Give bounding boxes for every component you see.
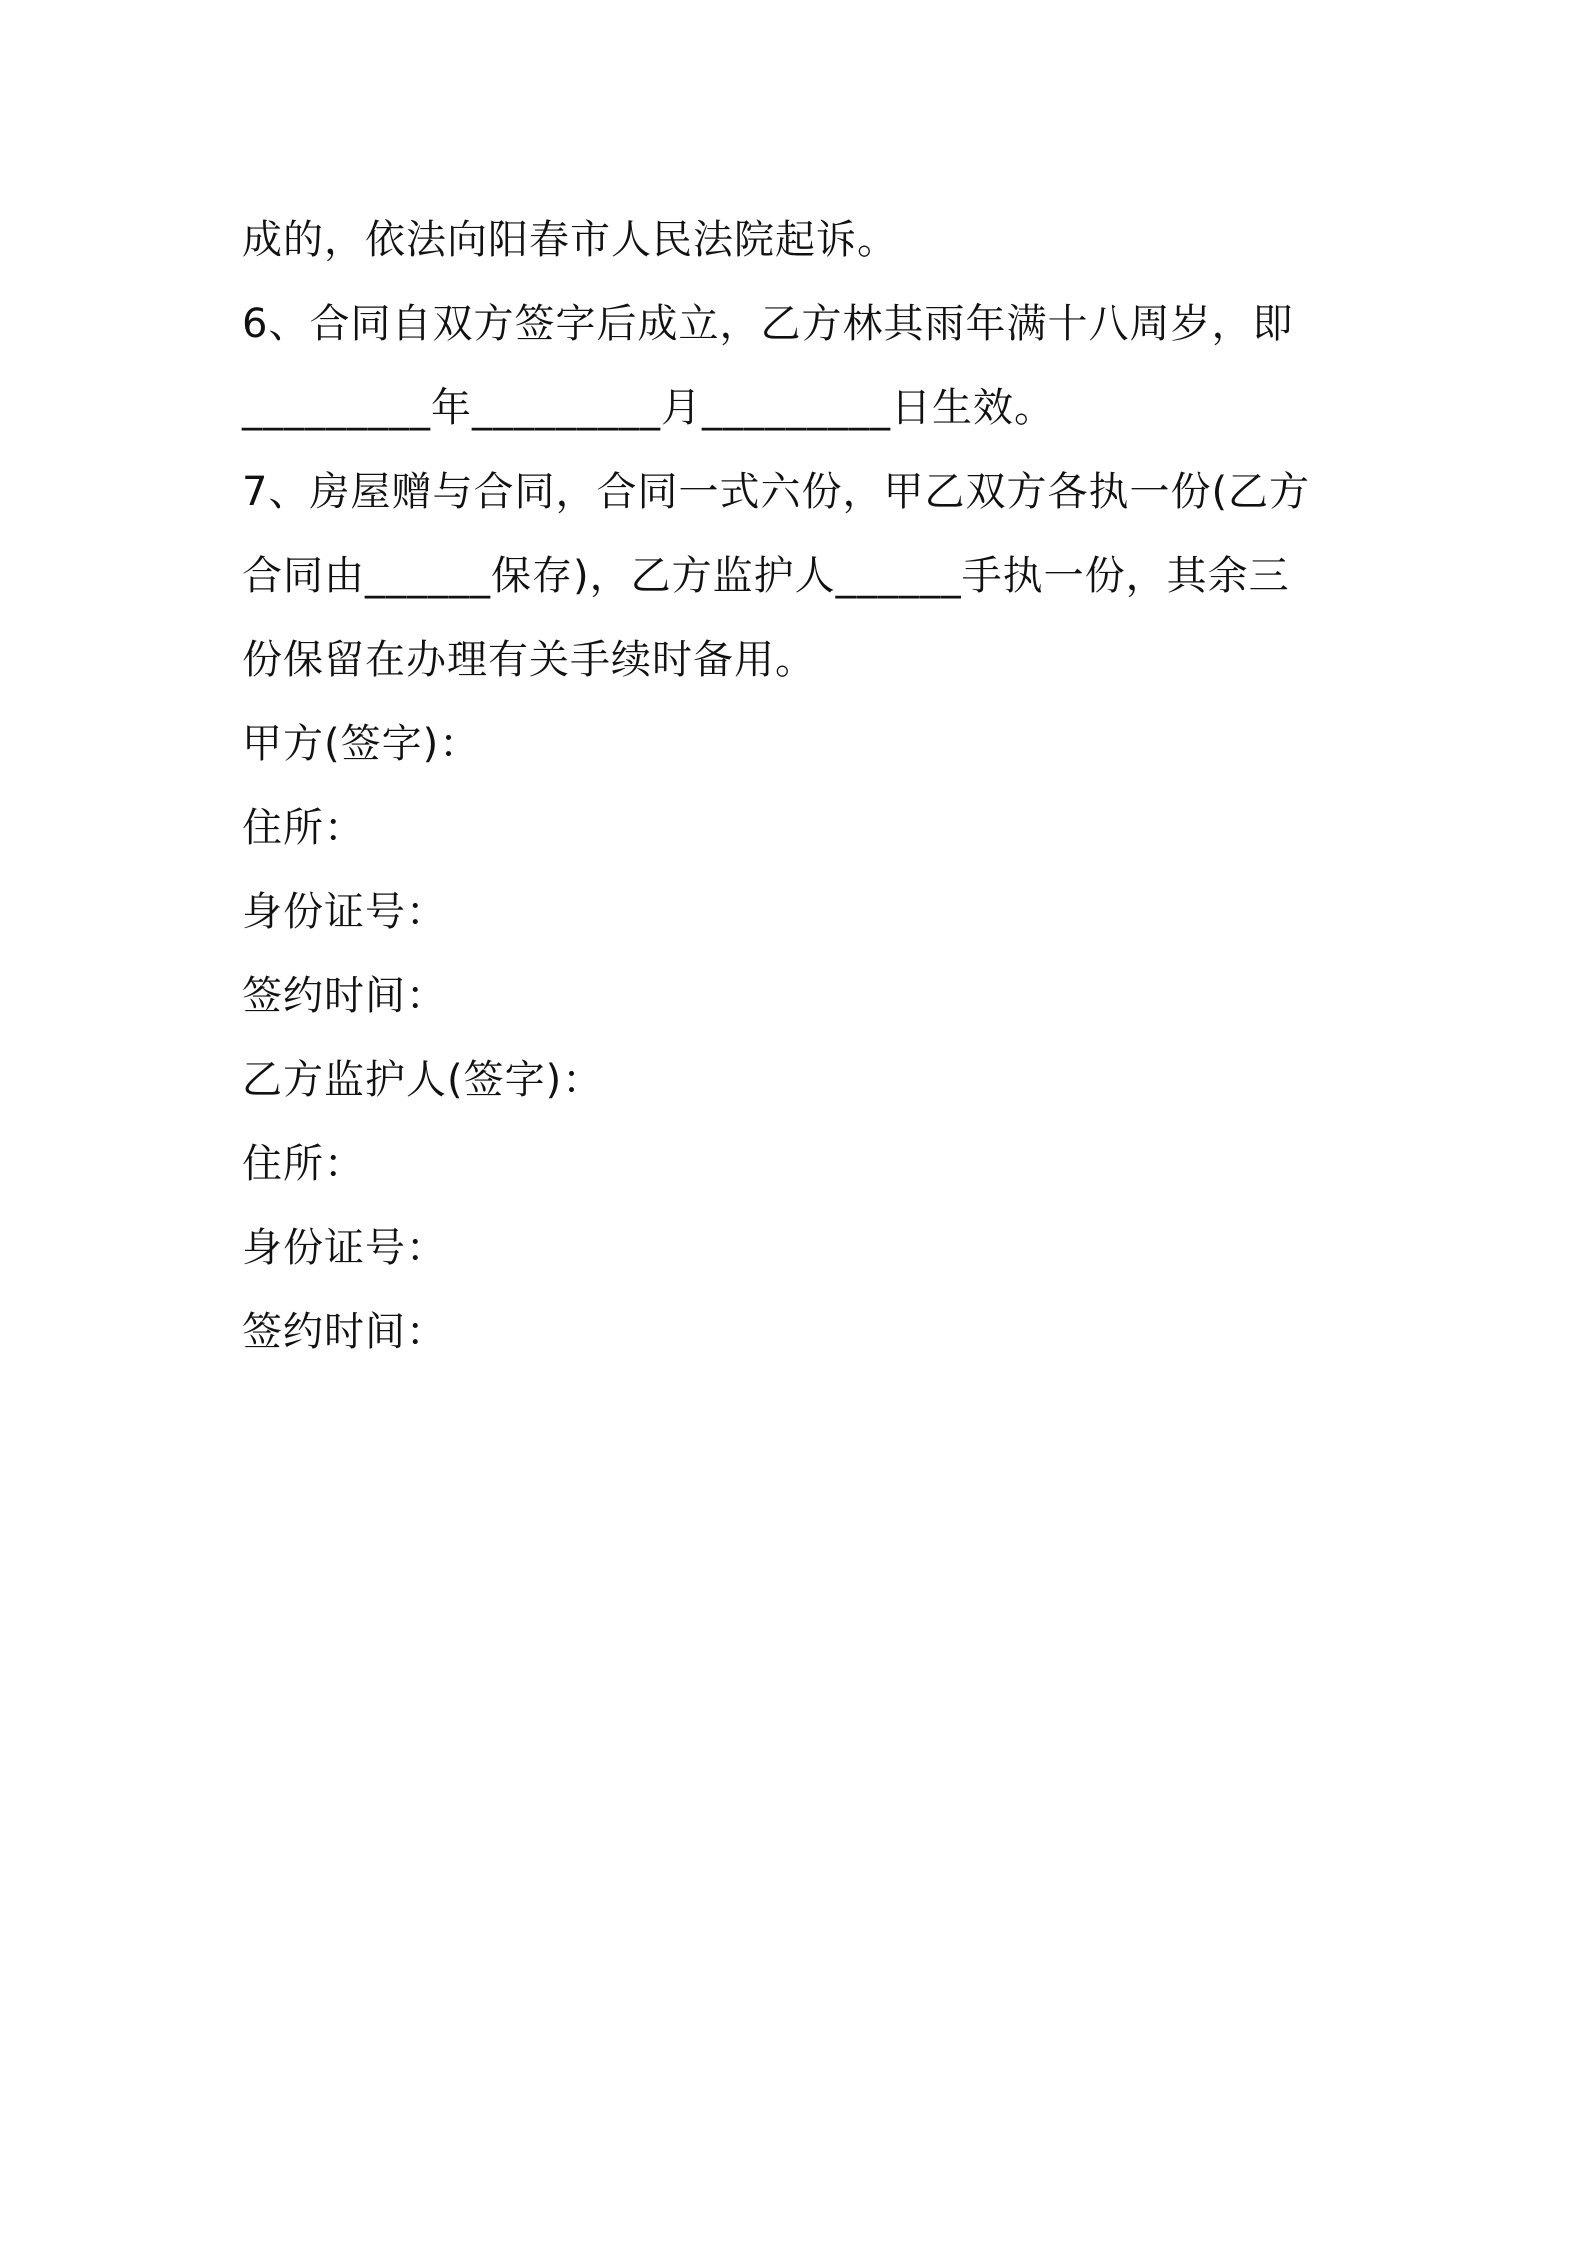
party-b-guardian-signature-label: 乙方监护人(签字)： (242, 1057, 604, 1103)
party-b-id-label: 身份证号： (242, 1225, 447, 1271)
clause-6-line-1: 6、合同自双方签字后成立，乙方林其雨年满十八周岁，即 (242, 301, 1294, 347)
clause-7-line-1: 7、房屋赠与合同，合同一式六份，甲乙双方各执一份(乙方 (242, 469, 1311, 515)
party-a-id-label: 身份证号： (242, 889, 447, 935)
party-b-sign-date-label: 签约时间： (242, 1309, 447, 1355)
clause-7-line-2: 合同由______保存)，乙方监护人______手执一份，其余三 (242, 553, 1290, 599)
clause-6-date-blanks: _________年_________月_________日生效。 (242, 385, 1055, 431)
party-a-sign-date-label: 签约时间： (242, 973, 447, 1019)
party-b-address-label: 住所： (242, 1141, 365, 1187)
document-page (242, 198, 1362, 1374)
clause-7-line-3: 份保留在办理有关手续时备用。 (242, 637, 816, 683)
clause-5-end: 成的，依法向阳春市人民法院起诉。 (242, 217, 898, 263)
party-a-address-label: 住所： (242, 805, 365, 851)
party-a-signature-label: 甲方(签字)： (242, 721, 481, 767)
